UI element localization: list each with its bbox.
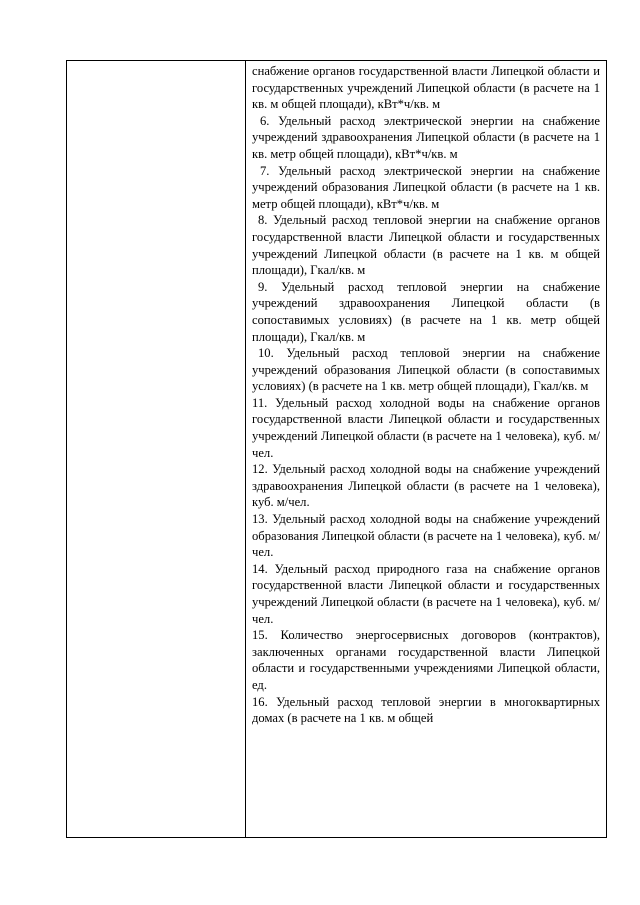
indicator-item-10: 10. Удельный расход тепловой энергии на снабжение учреждений образования Липецкой области (в сопоставимых условиях) (в расчете на 1 кв. метр общей площади), Гкал/кв. м	[252, 346, 600, 394]
indicator-item-9: 9. Удельный расход тепловой энергии на снабжение учреждений здравоохранения Липецкой области (в сопоставимых условиях) (в расчете на 1 кв. метр общей площади), Гкал/кв. м	[252, 279, 600, 344]
indicator-item-11: 11. Удельный расход холодной воды на снабжение органов государственной власти Липецкой области и государственных учреждений Липецкой области (в расчете на 1 человека), куб. м/чел.	[252, 395, 600, 460]
indicator-item-13: 13. Удельный расход холодной воды на снабжение учреждений образования Липецкой области (в расчете на 1 человека), куб. м/чел.	[252, 512, 600, 560]
left-column-cell	[67, 61, 245, 837]
right-column-cell	[252, 63, 600, 727]
indicator-item-15: 15. Количество энергосервисных договоров (контрактов), заключенных органами государственной власти Липецкой области и государственными учреждениями Липецкой области, ед.	[252, 628, 600, 692]
indicator-item-5-continuation: снабжение органов государственной власти Липецкой области и государственных учреждений Липецкой области (в расчете на 1 кв. м общей площади), кВт*ч/кв. м	[252, 64, 600, 112]
indicator-item-8: 8. Удельный расход тепловой энергии на снабжение органов государственной власти Липецкой области и государственных учреждений Липецкой области (в расчете на 1 кв. м общей площади), Гкал/кв. м	[252, 213, 600, 278]
indicator-item-16: 16. Удельный расход тепловой энергии в многоквартирных домах (в расчете на 1 кв. м общей	[252, 694, 600, 726]
indicator-table	[66, 60, 607, 838]
indicator-item-14: 14. Удельный расход природного газа на снабжение органов государственной власти Липецкой области и государственных учреждений Липецкой области (в расчете на 1 человека), куб. м/чел.	[252, 561, 600, 626]
indicator-item-12: 12. Удельный расход холодной воды на снабжение учреждений здравоохранения Липецкой области (в расчете на 1 человека), куб. м/чел.	[252, 462, 600, 510]
indicator-item-6: 6. Удельный расход электрической энергии на снабжение учреждений здравоохранения Липецкой области (в расчете на 1 кв. метр общей площади), кВт*ч/кв. м	[252, 113, 600, 161]
column-divider	[245, 61, 246, 837]
indicator-item-7: 7. Удельный расход электрической энергии на снабжение учреждений образования Липецкой области (в расчете на 1 кв. метр общей площади), кВт*ч/кв. м	[252, 163, 600, 211]
